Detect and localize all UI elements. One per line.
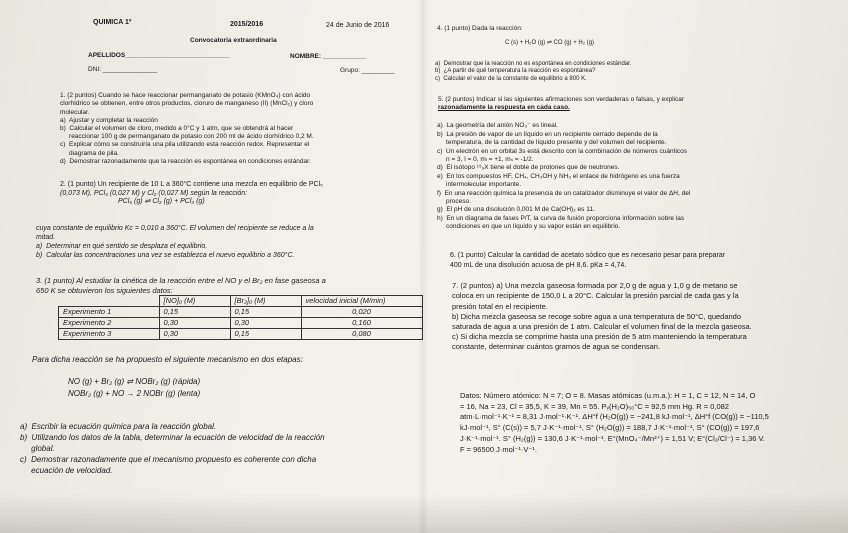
table-cell: 0,30	[159, 329, 230, 340]
exam-date: 24 de Junio de 2016	[326, 22, 390, 29]
q4-part: c) Calcular el valor de la constante de equilibrio a 800 K.	[435, 75, 587, 82]
q1-line: a) Ajustar y completar la reacción	[60, 116, 158, 124]
q1-line: reaccionar 100 g de permanganato de potasio con 200 ml de ácido clorhídrico 0,2 M.	[60, 133, 314, 141]
q5-statement: b) La presión de vapor de un líquido en un recipiente cerrado depende de la	[437, 130, 658, 138]
q7-line: 7. (2 puntos) a) Una mezcla gaseosa formada por 2,0 g de agua y 1,0 g de metano se	[452, 281, 738, 291]
q7-line: presión total en el recipiente.	[452, 301, 548, 311]
q3-mechanism-step-1: NO (g) + Br₂ (g) ⇌ NOBr₂ (g) (rápida)	[68, 377, 201, 386]
q2-equilibrium-equation: PCl₅ (g) ⇌ Cl₂ (g) + PCl₃ (g)	[118, 198, 205, 205]
q5-statement: h) En un diagrama de fases P/T, la curva de fusión proporciona información sobre las	[437, 214, 685, 222]
table-header-row	[59, 296, 423, 307]
q1-line: b) Calcular el volumen de cloro, medido a 0°C y 1 atm, que se obtendrá al hacer	[60, 125, 294, 133]
table-header-cell: velocidad inicial (M/min)	[301, 296, 422, 307]
q4-reaction: C (s) + H₂O (g) ⇌ CO (g) + H₂ (g)	[505, 40, 595, 46]
question-5-statements	[437, 114, 690, 240]
q1-line: diagrama de pila.	[60, 149, 119, 157]
q3-mechanism-step-2: NOBr₂ (g) + NO → 2 NOBr (g) (lenta)	[68, 389, 201, 398]
q3-part: ecuación de velocidad.	[20, 466, 113, 475]
q2-line: a) Determinar en qué sentido se desplaza el equilibrio.	[36, 243, 208, 250]
nombre-field[interactable]: NOMBRE: ____________	[290, 53, 367, 60]
q2-line: 2. (1 punto) Un recipiente de 10 L a 360°C contiene una mezcla en equilibrio de PCl₅	[60, 181, 323, 188]
table-cell: 0,15	[230, 307, 301, 318]
table-cell: 0,30	[159, 318, 230, 329]
question-1	[60, 84, 314, 174]
school-year: 2015/2016	[230, 21, 264, 28]
apellidos-field[interactable]: APELLIDOS_____________________________	[88, 52, 231, 59]
q6-line: 6. (1 punto) Calcular la cantidad de acetato sódico que es necesario pesar para preparar	[450, 252, 726, 259]
table-cell: 0,080	[301, 329, 422, 340]
q3-part: c) Demostrar razonadamente que el mecanismo propuesto es coherente con dicha	[20, 455, 317, 464]
q2-line: cuya constante de equilibrio Kc = 0,010 a 360°C. El volumen del recipiente se reduce a la	[36, 225, 314, 232]
table-header-cell	[59, 296, 160, 307]
q1-line: clorhídrico se obtienen, entre otros productos, cloruro de manganeso (II) (MnCl₂) y cloro	[60, 100, 314, 108]
question-7	[452, 271, 752, 363]
table-row	[59, 318, 423, 329]
kinetics-data-table	[58, 295, 423, 340]
q3-part: global.	[20, 444, 55, 453]
q1-line: c) Explicar cómo se construiría una pila utilizando esta reacción redox. Representar el	[60, 141, 310, 149]
subject-label: QUIMICA 1º	[93, 19, 132, 26]
q4-part: b) ¿A partir de qué temperatura la reacción es espontánea?	[435, 68, 596, 74]
table-row	[59, 329, 423, 340]
q4-part: a) Demostrar que la reacción no es espontánea en condiciones estándar.	[435, 60, 632, 67]
q5-statement: a) La geometría del anión NO₃⁻ es lineal.	[437, 122, 558, 130]
table-cell: Experimento 2	[59, 318, 160, 329]
q5-statement: f) En una reacción química la presencia de un catalizador disminuye el valor de ΔH, del	[437, 189, 691, 197]
q7-line: coloca en un recipiente de 150,0 L a 20°C. Calcular la presión parcial de cada gas y la	[452, 291, 739, 301]
datos-line: kJ·mol⁻¹, S° (C(s)) = 5,7 J·K⁻¹·mol⁻¹, S° (H₂O(g)) = 188,7 J·K⁻¹·mol⁻¹, S° (CO(g)) = 197,6	[460, 423, 760, 433]
q3-line: 650 K se obtuvieron los siguientes datos:	[36, 286, 173, 295]
grupo-field[interactable]: Grupo: _________	[340, 67, 395, 74]
q7-line: b) Dicha mezcla gaseosa se recoge sobre agua a una temperatura de 50°C, quedando	[452, 311, 742, 321]
q5-statement: n = 3, l = 0, mₗ = +1, mₛ = -1/2.	[437, 156, 534, 164]
table-cell: 0,15	[159, 307, 230, 318]
dni-field[interactable]: DNI: _______________	[88, 66, 158, 73]
question-4-title: 4. (1 punto) Dada la reacción:	[437, 25, 523, 32]
datos-line: atm·L·mol⁻¹·K⁻¹ = 8,31 J·mol⁻¹·K⁻¹. ΔH°f (H₂O(g)) = −241,8 kJ·mol⁻¹, ΔH°f (CO(g)) = −110,5	[460, 412, 769, 422]
convocatoria-title: Convocatoria extraordinaria	[190, 37, 277, 44]
q6-line: 400 mL de una disolución acuosa de pH 8,6. pKa = 4,74.	[450, 262, 627, 269]
q7-line: constante, determinar cuántos gramos de agua se condensan.	[452, 342, 661, 352]
q5-statement: proceso.	[437, 198, 471, 206]
table-cell: 0,15	[230, 329, 301, 340]
table-header-cell: [Br₂]₀ (M)	[230, 296, 301, 307]
question-4-parts	[435, 53, 631, 91]
question-2-body	[36, 215, 314, 269]
q5-statement: temperatura, de la cantidad de líquido presente y del volumen del recipiente.	[437, 139, 667, 147]
table-cell: 0,020	[301, 307, 422, 318]
table-cell: 0,30	[230, 318, 301, 329]
datos-block	[460, 380, 769, 466]
q3-line: 3. (1 punto) Al estudiar la cinética de la reacción entre el NO y el Br₂ en fase gaseosa a	[36, 276, 326, 285]
q5-statement: condiciones en que un líquido y su vapor están en equilibrio.	[437, 223, 621, 231]
datos-line: = 16, Na = 23, Cl = 35,5, K = 39, Mn = 55. Pᵥ(H₂O)₅₀°C = 92,5 mm Hg. R = 0,082	[460, 401, 729, 411]
datos-line: F = 96500 J·mol⁻¹·V⁻¹.	[460, 444, 537, 454]
q5-statement: c) Un electrón en un orbital 3s está descrito con la combinación de números cuánticos	[437, 147, 688, 155]
q3-part: a) Escribir la ecuación química para la reacción global.	[20, 422, 217, 431]
q5-statement: g) El pH de una disolución 0,001 M de Ca(OH)₂ es 11.	[437, 206, 595, 214]
table-cell: Experimento 3	[59, 329, 160, 340]
table-row	[59, 307, 423, 318]
q3-mechanism-intro: Para dicha reacción se ha propuesto el siguiente mecanismo en dos etapas:	[32, 355, 303, 364]
q5-line: razonadamente la respuesta en cada caso.	[438, 104, 570, 111]
datos-line: Datos: Número atómico: N = 7; O = 8. Masas atómicas (u.m.a.): H = 1, C = 12, N = 14, O	[460, 390, 756, 400]
q5-statement: d) El isótopo ¹⁹₉X tiene el doble de protones que de neutrones.	[437, 164, 620, 172]
q1-line: molecular.	[60, 108, 90, 116]
table-cell: Experimento 1	[59, 307, 160, 318]
datos-line: J·K⁻¹·mol⁻¹. S° (H₂(g)) = 130,6 J·K⁻¹·mol⁻¹. E°(MnO₄⁻/Mn²⁺) = 1,51 V; E°(Cl₂/Cl⁻) = 1,36 V.	[460, 433, 765, 443]
q1-line: 1. (2 puntos) Cuando se hace reaccionar permanganato de potasio (KMnO₄) con ácido	[60, 92, 311, 100]
q2-line: b) Calcular las concentraciones una vez se establezca el nuevo equilibrio a 360°C.	[36, 252, 295, 259]
q5-statement: intermolecular importante.	[437, 181, 522, 189]
table-cell: 0,160	[301, 318, 422, 329]
table-header-cell: [NO]₀ (M)	[159, 296, 230, 307]
q2-line: (0,073 M), PCl₃ (0,027 M) y Cl₂ (0,027 M) según la reacción:	[60, 190, 248, 197]
q1-line: d) Demostrar razonadamente que la reacción es espontánea en condiciones estándar.	[60, 157, 311, 165]
q2-line: mitad.	[36, 234, 56, 241]
q5-line: 5. (2 puntos) Indicar si las siguientes afirmaciones son verdaderas o falsas, y explicar	[438, 96, 685, 103]
q5-statement: e) En los compuestos HF, CH₄, CH₃OH y NH₃ el enlace de hidrógeno es una fuerza	[437, 172, 680, 180]
q7-line: saturada de agua a una presión de 1 atm. Calcular el volumen final de la mezcla gaseosa.	[452, 322, 752, 332]
q7-line: c) Si dicha mezcla se comprime hasta una presión de 5 atm manteniendo la temperatura	[452, 332, 747, 342]
q3-part: b) Utilizando los datos de la tabla, determinar la ecuación de velocidad de la reacción	[20, 433, 325, 442]
question-3-parts	[20, 410, 325, 487]
page-fold-shadow	[418, 0, 428, 533]
